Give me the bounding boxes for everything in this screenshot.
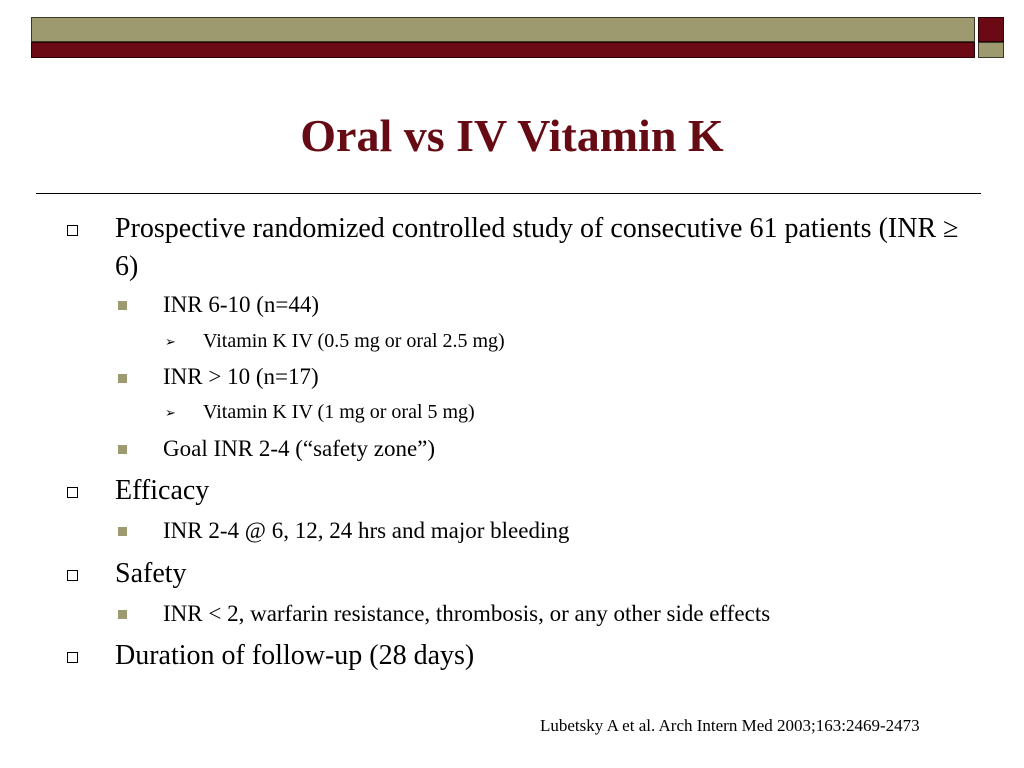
square-bullet-icon xyxy=(118,445,127,454)
bullet-goal-inr: Goal INR 2-4 (“safety zone”) xyxy=(163,436,436,461)
bullet-duration: Duration of follow-up (28 days) xyxy=(115,640,475,671)
square-bullet-icon xyxy=(118,527,127,536)
square-bullet-icon xyxy=(118,301,127,310)
hollow-square-bullet-icon xyxy=(67,652,78,663)
bullet-dose-low: Vitamin K IV (0.5 mg or oral 2.5 mg) xyxy=(203,330,505,352)
square-bullet-icon xyxy=(118,610,127,619)
citation: Lubetsky A et al. Arch Intern Med 2003;163:2469-2473 xyxy=(540,716,920,735)
slide-title: Oral vs IV Vitamin K xyxy=(300,110,724,161)
bullet-inr-over-10: INR > 10 (n=17) xyxy=(163,364,319,389)
arrow-bullet-icon: ➢ xyxy=(165,334,176,349)
bullet-safety: Safety xyxy=(115,558,187,589)
bullet-efficacy: Efficacy xyxy=(115,475,210,506)
bullet-efficacy-detail: INR 2-4 @ 6, 12, 24 hrs and major bleeding xyxy=(163,518,570,543)
bullet-inr-6-10: INR 6-10 (n=44) xyxy=(163,292,320,317)
hollow-square-bullet-icon xyxy=(67,225,78,236)
square-bullet-icon xyxy=(118,374,127,383)
hollow-square-bullet-icon xyxy=(67,487,78,498)
arrow-bullet-icon: ➢ xyxy=(165,405,176,420)
hollow-square-bullet-icon xyxy=(67,570,78,581)
bullet-study-design: Prospective randomized controlled study of consecutive 61 patients (INR ≥ 6) xyxy=(115,213,959,282)
bullet-safety-detail: INR < 2, warfarin resistance, thrombosis, or any other side effects xyxy=(163,601,771,626)
bullet-dose-high: Vitamin K IV (1 mg or oral 5 mg) xyxy=(203,401,475,423)
